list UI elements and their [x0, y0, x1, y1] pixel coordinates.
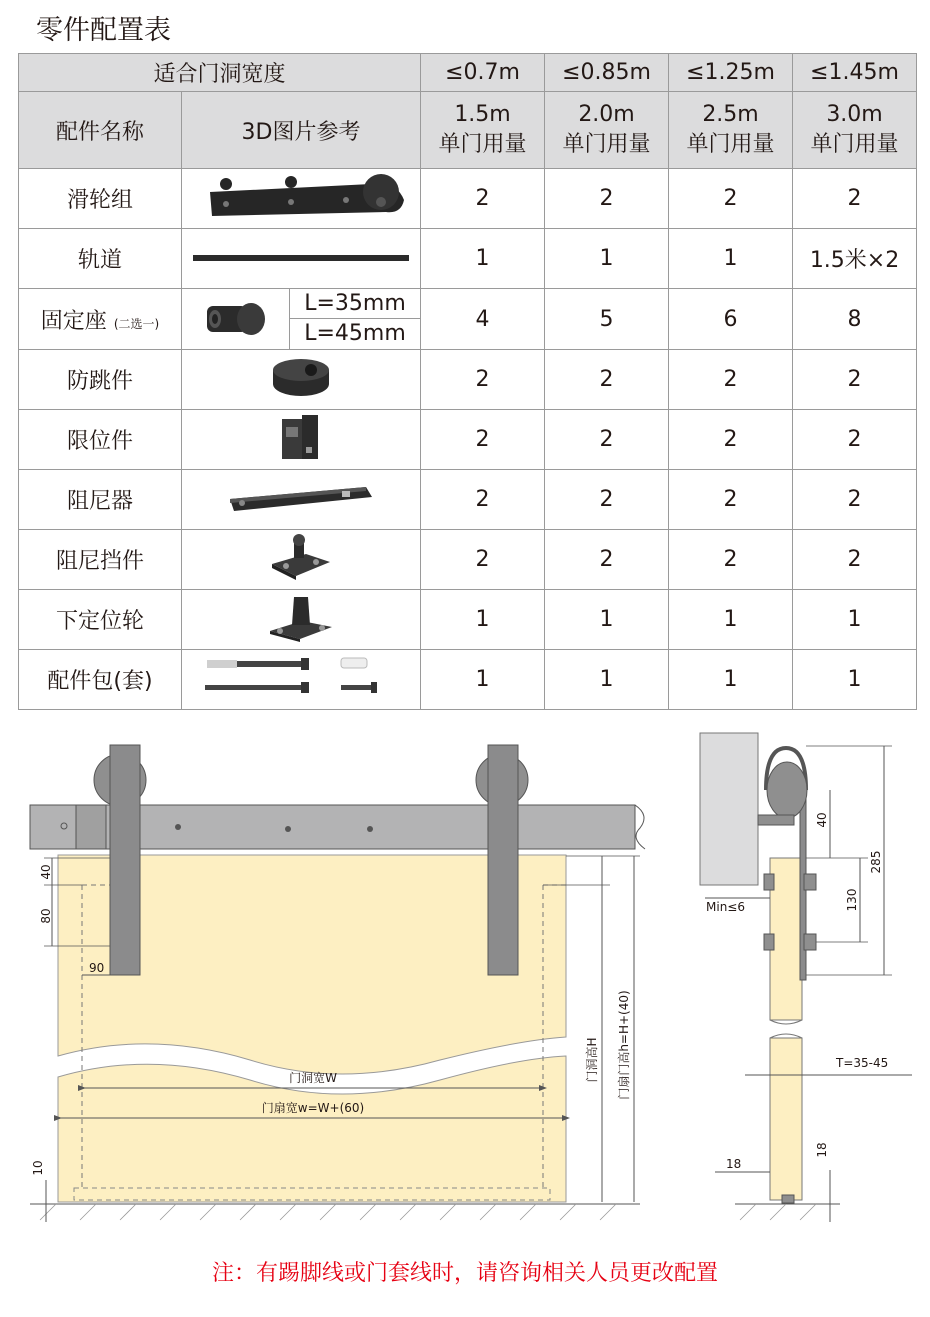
side-dim-285: 285 [869, 850, 883, 874]
part-name-text: 固定座 [40, 308, 107, 334]
dim-90: 90 [89, 961, 105, 975]
qty-cell: 2 [545, 169, 669, 229]
door-width-value: 3.0m [826, 102, 883, 127]
opening-width-label: 适合门洞宽度 [19, 54, 421, 92]
qty-cell: 1 [421, 229, 545, 289]
door-width-value: 1.5m [454, 102, 511, 127]
table-row [19, 289, 917, 350]
table-row [19, 470, 917, 530]
door-width-3 [669, 92, 793, 169]
usage-label: 单门用量 [810, 132, 899, 157]
qty-cell: 2 [793, 169, 917, 229]
qty-cell: 1.5米×2 [793, 229, 917, 289]
dim-10: 10 [31, 1160, 45, 1176]
opening-width-4: ≤1.45m [793, 54, 917, 92]
floor-guide-image [182, 590, 421, 650]
opening-width-2: ≤0.85m [545, 54, 669, 92]
mount-image [182, 289, 290, 350]
part-name: 下定位轮 [19, 590, 182, 650]
roller-icon [196, 172, 406, 220]
parts-config-table [18, 53, 917, 710]
stopper-image [182, 410, 421, 470]
mount-icon [201, 292, 271, 340]
qty-cell: 2 [545, 410, 669, 470]
side-dim-40: 40 [815, 812, 829, 828]
qty-cell: 2 [545, 350, 669, 410]
qty-cell: 1 [545, 590, 669, 650]
qty-cell: 2 [793, 530, 917, 590]
qty-cell: 2 [421, 350, 545, 410]
part-name: 限位件 [19, 410, 182, 470]
dim-40: 40 [39, 864, 53, 880]
qty-cell: 1 [421, 650, 545, 710]
screw-kit-icon [201, 652, 401, 702]
damper-icon [226, 477, 376, 517]
front-view [30, 745, 645, 1222]
dim-80: 80 [39, 908, 53, 924]
track-icon [191, 251, 411, 265]
door-width-value: 2.0m [578, 102, 635, 127]
qty-cell: 2 [669, 410, 793, 470]
qty-cell: 5 [545, 289, 669, 350]
part-name [19, 289, 182, 350]
door-width-value: 2.5m [702, 102, 759, 127]
door-width-1 [421, 92, 545, 169]
side-mount [758, 815, 794, 825]
side-dim-18-right: 18 [815, 1142, 829, 1158]
header-row-opening [19, 54, 917, 92]
opening-width-3: ≤1.25m [669, 54, 793, 92]
qty-cell: 2 [793, 410, 917, 470]
side-roller-wheel [767, 762, 807, 818]
part-note: (二选一) [113, 316, 160, 331]
screw-kit-image [182, 650, 421, 710]
table-row [19, 410, 917, 470]
part-name: 配件包(套) [19, 650, 182, 710]
header-row-parts [19, 92, 917, 169]
qty-cell: 1 [545, 229, 669, 289]
image-header: 3D图片参考 [182, 92, 421, 169]
roller-strap [110, 745, 140, 975]
qty-cell: 2 [421, 530, 545, 590]
door-width-2 [545, 92, 669, 169]
qty-cell: 8 [793, 289, 917, 350]
qty-cell: 2 [669, 470, 793, 530]
table-row [19, 530, 917, 590]
stopper-icon [276, 411, 326, 463]
part-name: 阻尼挡件 [19, 530, 182, 590]
installation-diagram [0, 715, 930, 1235]
part-name: 防跳件 [19, 350, 182, 410]
damper-image [182, 470, 421, 530]
qty-cell: 2 [421, 410, 545, 470]
qty-cell: 6 [669, 289, 793, 350]
page-title: 零件配置表 [36, 15, 171, 46]
side-floor-guide [782, 1195, 794, 1203]
table-row [19, 590, 917, 650]
qty-cell: 1 [669, 590, 793, 650]
table-row [19, 350, 917, 410]
door-width-4 [793, 92, 917, 169]
damper-stop-icon [266, 532, 336, 582]
damper-stop-image [182, 530, 421, 590]
part-name: 轨道 [19, 229, 182, 289]
opening-width-label: 门洞宽W [289, 1071, 337, 1085]
side-view [700, 733, 912, 1222]
qty-cell: 1 [545, 650, 669, 710]
door-section-upper [770, 858, 802, 1020]
anti-jump-image [182, 350, 421, 410]
roller-strap [488, 745, 518, 975]
qty-cell: 2 [669, 350, 793, 410]
opening-width-1: ≤0.7m [421, 54, 545, 92]
qty-cell: 2 [793, 350, 917, 410]
side-dim-130: 130 [845, 888, 859, 912]
part-name: 滑轮组 [19, 169, 182, 229]
anti-jump-icon [266, 354, 336, 400]
side-dim-18-left: 18 [726, 1157, 742, 1171]
min-gap-label: Min≤6 [706, 900, 745, 914]
usage-label: 单门用量 [438, 132, 527, 157]
opening-height-label: 门洞高H [585, 1037, 599, 1083]
qty-cell: 2 [545, 530, 669, 590]
qty-cell: 1 [669, 229, 793, 289]
door-section-lower [770, 1038, 802, 1200]
usage-label: 单门用量 [562, 132, 651, 157]
rail-end-stop [76, 805, 106, 849]
qty-cell: 1 [669, 650, 793, 710]
track-image [182, 229, 421, 289]
mount-options [290, 289, 421, 350]
footnote: 注：有踢脚线或门套线时，请咨询相关人员更改配置 [211, 1261, 718, 1286]
part-name-header: 配件名称 [19, 92, 182, 169]
qty-cell: 2 [793, 470, 917, 530]
table-row [19, 169, 917, 229]
option-35: L=35mm [290, 289, 420, 319]
qty-cell: 2 [421, 470, 545, 530]
table-row [19, 229, 917, 289]
qty-cell: 2 [669, 530, 793, 590]
table-row [19, 650, 917, 710]
qty-cell: 2 [669, 169, 793, 229]
option-45: L=45mm [304, 321, 406, 346]
floor-guide-icon [266, 591, 336, 643]
qty-cell: 1 [793, 650, 917, 710]
roller-image [182, 169, 421, 229]
qty-cell: 2 [421, 169, 545, 229]
door-height-label: 门扇门高h=H+(40) [617, 990, 631, 1100]
qty-cell: 1 [793, 590, 917, 650]
wall-block [700, 733, 758, 885]
usage-label: 单门用量 [686, 132, 775, 157]
door-width-label: 门扇宽w=W+(60) [261, 1101, 365, 1115]
qty-cell: 2 [545, 470, 669, 530]
qty-cell: 1 [421, 590, 545, 650]
thickness-label: T=35-45 [836, 1056, 889, 1070]
qty-cell: 4 [421, 289, 545, 350]
part-name: 阻尼器 [19, 470, 182, 530]
